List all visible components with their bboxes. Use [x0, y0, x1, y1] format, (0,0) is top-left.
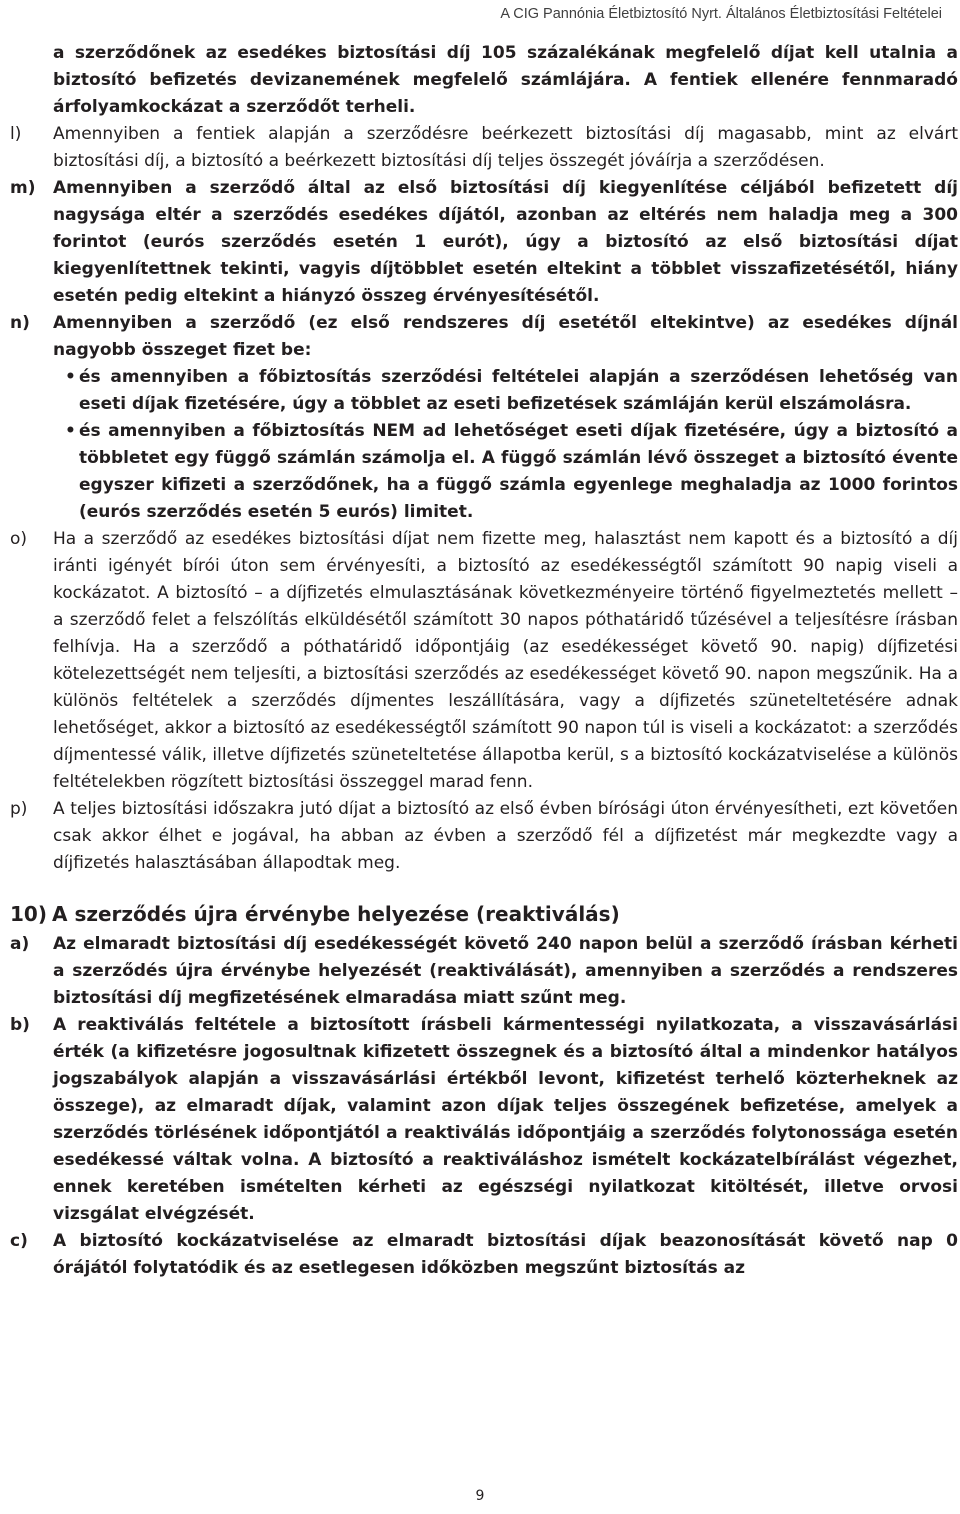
item-label: n) [10, 313, 30, 333]
item-text: Amennyiben a szerződő (ez első rendszeres díj esetétől eltekintve) az esedékes díjnál nagyobb összeget fizet be: [53, 313, 958, 360]
page-number: 9 [475, 1488, 485, 1504]
item-label: a) [10, 934, 30, 954]
item-text: Ha a szerződő az esedékes biztosítási díjat nem fizette meg, halasztást nem kapott és a biztosító a díj iránti igényét bírói úton sem érvényesíti, a biztosító az esedékességtől számított 90 napig viseli a kockázatot. A biztosító – a díjfizetés elmulasztásának következményeire történő figyelmeztetés mellett – a szerződő felet a felszólítás elküldésétől számított 30 napos póthatáridő tűzésével a teljesítésre írásban felhívja. Ha a szerződő a póthatáridő időpontjáig (az esedékességet követő 90. napig) díjfizetési kötelezettségét nem teljesíti, a biztosítási szerződés az esedékességet követő 90. napon megszűnik. Ha a különös feltételek a szerződés díjmentes leszállítására, vagy a díjfizetés szüneteltetésére adnak lehetőséget, akkor a biztosító az esedékességtől számított 90 napon túl is viseli a kockázatot: a szerződés díjmentessé válik, illetve díjfizetés szüneteltetése állapotba kerül, s a biztosító kockázatviselése a különös feltételekben rögzített biztosítási összeggel marad fenn. [53, 529, 958, 792]
bullet-text: és amennyiben a főbiztosítás NEM ad lehetőséget eseti díjak fizetésére, úgy a biztosító a többletet egy függő számlán számolja el. A függő számlán lévő összeget a biztosító évente egyszer kifizeti a szerződőnek, ha a függő számla egyenlege meghaladja az 1000 forintos (eurós szerződés esetén 5 eurós) limitet. [79, 421, 958, 522]
item-text: A biztosító kockázatviselése az elmaradt biztosítási díjak beazonosítását követő nap 0 órájától folytatódik és az esetlegesen időközben megszűnt biztosítás az [53, 1231, 958, 1278]
list-item-p [10, 796, 958, 877]
continuation-paragraph: a szerződőnek az esedékes biztosítási díj 105 százalékának megfelelő díjat kell utalnia a biztosító befizetés devizanemének megfelelő számlájára. A fentiek ellenére fennmaradó árfolyamkockázat a szerződőt terheli. [53, 43, 958, 117]
item-text: Amennyiben a szerződő által az első biztosítási díj kiegyenlítése céljából befizetett díj nagysága eltér a szerződés esedékes díjától, azonban az eltérés nem haladja meg a 300 forintot (eurós szerződés esetén 1 eurót), úgy a biztosító az első biztosítási díjat kiegyenlítettnek tekinti, vagyis díjtöbblet esetén eltekint a többlet visszafizetésétől, hiány esetén pedig eltekint a hiányzó összeg érvényesítésétől. [53, 178, 958, 306]
list-item-n [10, 310, 958, 526]
item-text: Amennyiben a fentiek alapján a szerződésre beérkezett biztosítási díj magasabb, mint az elvárt biztosítási díj, a biztosító a beérkezett biztosítási díj teljes összegét jóváírja a szerződésen. [53, 124, 958, 171]
item-label: p) [10, 799, 28, 819]
item-label: l) [10, 124, 22, 144]
bullet-icon: • [65, 367, 76, 387]
bullet-text: és amennyiben a főbiztosítás szerződési feltételei alapján a szerződésen lehetőség van eseti díjak fizetésére, úgy a többlet az eseti befizetések számláján kerül elszámolásra. [79, 367, 958, 414]
section-item-b [10, 1012, 958, 1228]
item-label: m) [10, 178, 36, 198]
list-item-m [10, 175, 958, 310]
section-title: A szerződés újra érvénybe helyezése (reaktiválás) [52, 902, 620, 926]
bullet-item [65, 364, 958, 418]
bullet-item [65, 418, 958, 526]
running-header: A CIG Pannónia Életbiztosító Nyrt. Általános Életbiztosítási Feltételei [500, 6, 942, 22]
item-text: Az elmaradt biztosítási díj esedékességét követő 240 napon belül a szerződő írásban kérheti a szerződés újra érvénybe helyezését (reaktiválását), amennyiben a szerződés a rendszeres biztosítási díj megfizetésének elmaradása miatt szűnt meg. [53, 934, 958, 1008]
bullet-icon: • [65, 421, 76, 441]
list-item-l [10, 121, 958, 175]
section-item-c [10, 1228, 958, 1282]
list-item-o [10, 526, 958, 796]
item-label: c) [10, 1231, 28, 1251]
document-body [10, 40, 958, 1282]
item-text: A teljes biztosítási időszakra jutó díjat a biztosító az első évben bírósági úton érvényesítheti, ezt követően csak akkor élhet e jogával, ha abban az évben a szerződő fél a díjfizetést már megkezdte vagy a díjfizetés halasztásában állapodtak meg. [53, 799, 958, 873]
section-number: 10) [10, 902, 47, 926]
section-item-a [10, 931, 958, 1012]
item-label: o) [10, 529, 28, 549]
item-text: A reaktiválás feltétele a biztosított írásbeli kármentességi nyilatkozata, a visszavásárlási érték (a kifizetésre jogosultnak kifizetett összegnek és a biztosító által a mindenkor hatályos jogszabályok alapján a visszavásárlási értékből levont, kifizetést terhelő közterheknek az összege), az elmaradt díjak, valamint azon díjak teljes összegének befizetése, amelyek a szerződés törlésének időpontjától a reaktiválás időpontjáig a szerződés folytonossága esetén esedékessé váltak volna. A biztosító a reaktiváláshoz ismételt kockázatelbírálást végezhet, ennek keretében ismételten kérheti az egészségi nyilatkozat kitöltését, illetve orvosi vizsgálat elvégzését. [53, 1015, 958, 1224]
item-label: b) [10, 1015, 30, 1035]
section-heading [10, 899, 958, 929]
